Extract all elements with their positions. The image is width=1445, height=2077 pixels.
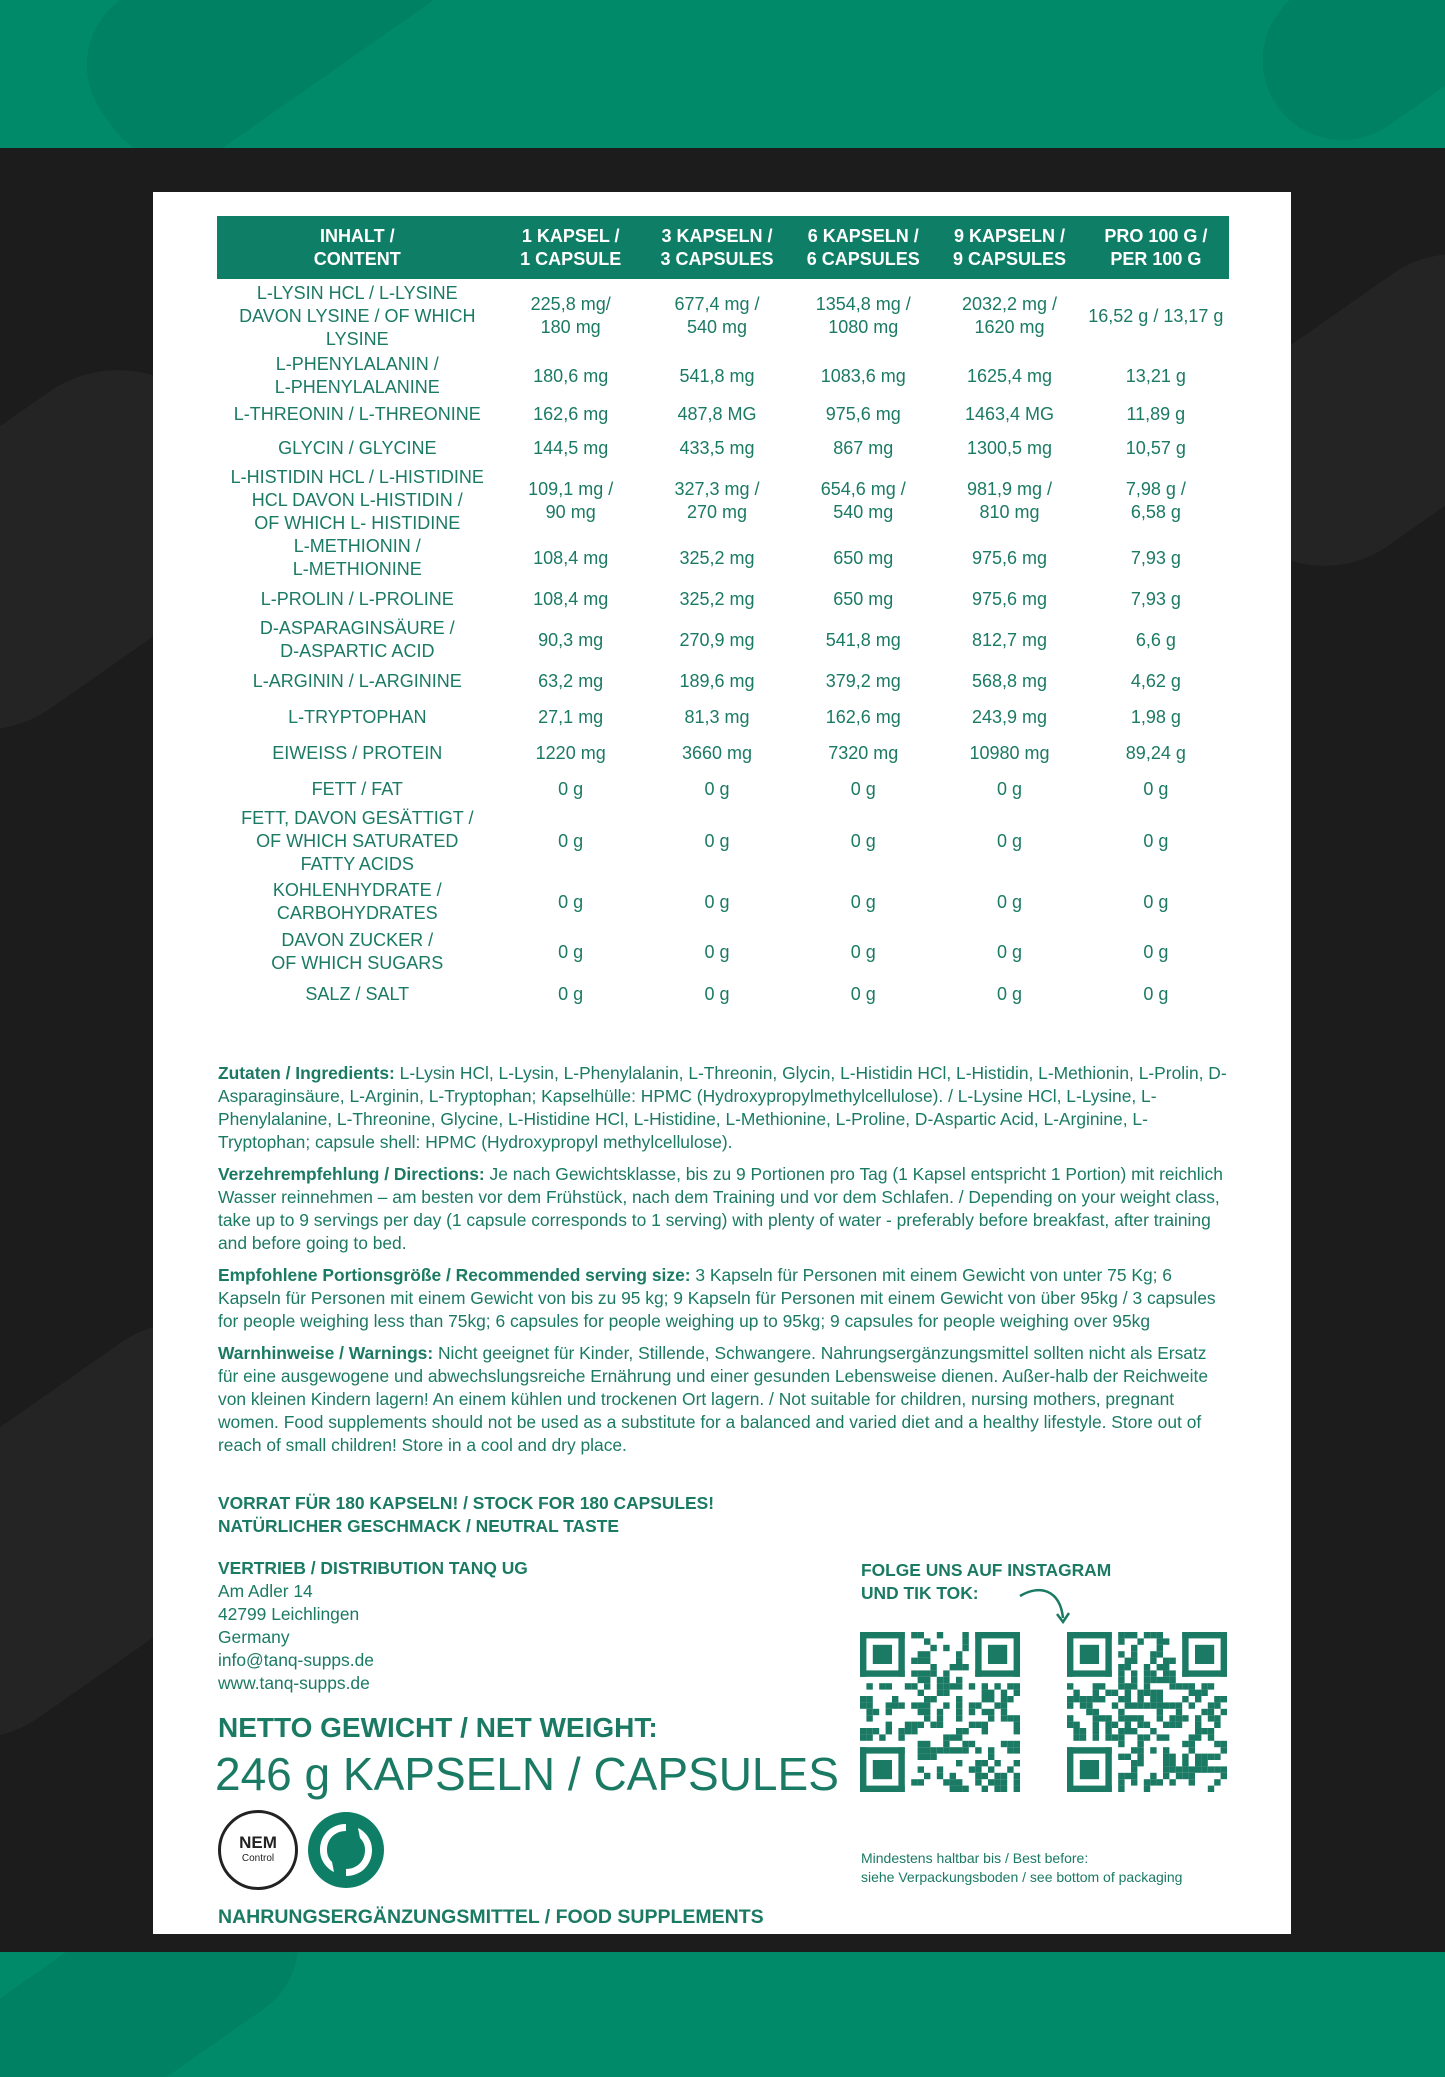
nutrient-value-cell (1083, 807, 1229, 876)
cell-line: 1354,8 mg / (815, 294, 911, 314)
nutrient-value-cell (498, 399, 644, 430)
address-city: 42799 Leichlingen (218, 1604, 360, 1624)
info-paragraph (218, 1062, 1228, 1154)
nutrient-value-cell (498, 699, 644, 735)
cell-line: CARBOHYDRATES (276, 903, 438, 923)
cell-line: 981,9 mg / (967, 478, 1053, 499)
cell-line: 0 g (704, 983, 730, 1004)
nutrient-value-cell (1083, 535, 1229, 581)
nutrient-value-cell (644, 928, 790, 976)
nutrient-value-cell (936, 581, 1082, 617)
cell-line: 433,5 mg (679, 437, 755, 458)
nutrient-value-cell (790, 735, 936, 771)
cell-line: FETT / FAT (311, 778, 403, 799)
cell-line: DAVON ZUCKER / (281, 930, 434, 950)
cell-line: 0 g (704, 891, 730, 912)
nutrient-value-cell (936, 928, 1082, 976)
nutrient-value-cell (498, 581, 644, 617)
cell-line: 540 mg (686, 317, 747, 337)
cell-line: 0 g (704, 941, 730, 962)
cell-line: 975,6 mg (972, 547, 1048, 568)
nutrient-value-cell (790, 430, 936, 466)
cell-line: 540 mg (833, 501, 894, 522)
cell-line: 270,9 mg (679, 629, 755, 650)
cell-line: 10980 mg (969, 742, 1050, 763)
cell-line: 13,21 g (1125, 365, 1186, 386)
table-row (217, 430, 1229, 466)
nutrient-name-cell (217, 928, 498, 976)
nutrient-value-cell (936, 466, 1082, 535)
nutrient-name-cell (217, 279, 498, 353)
nutrient-value-cell (1083, 928, 1229, 976)
paragraph-text: 3 Kapseln für Personen mit einem Gewicht von unter 75 Kg; 6 Kapseln für Personen mit einem Gewicht von bis zu 95 kg; 9 Kapseln für Personen mit einem Gewicht von über 95kg / 3 capsules for people weighing less than 75kg; 6 capsules for people weighing up to 95kg; 9 capsules for people weighing over 95kg (218, 1265, 1216, 1331)
nutrient-name-cell (217, 399, 498, 430)
cell-line: OF WHICH L- HISTIDINE (254, 513, 461, 533)
cell-line: 16,52 g / 13,17 g (1088, 305, 1224, 326)
cell-line: 0 g (997, 983, 1023, 1004)
nutrient-value-cell (1083, 279, 1229, 353)
cell-line: 654,6 mg / (820, 478, 906, 499)
cell-line: 180 mg (540, 317, 601, 337)
nutrient-name-cell (217, 430, 498, 466)
info-paragraph (218, 1264, 1228, 1333)
nutrient-value-cell (498, 928, 644, 976)
nutrient-value-cell (498, 663, 644, 699)
nutrient-value-cell (644, 771, 790, 807)
best-before-note (861, 1849, 1182, 1887)
cell-line: 2032,2 mg / (962, 294, 1058, 314)
table-row (217, 699, 1229, 735)
nutrient-value-cell (936, 735, 1082, 771)
table-row (217, 876, 1229, 928)
cell-line: 0 g (850, 941, 876, 962)
cell-line: 1463,4 MG (965, 404, 1055, 424)
info-paragraph (218, 1342, 1228, 1457)
cell-line: 0 g (1143, 831, 1169, 851)
cell-line: FETT, DAVON GESÄTTIGT / (241, 808, 474, 828)
cell-line: 650 mg (833, 547, 894, 568)
cell-line: 81,3 mg (684, 706, 750, 727)
table-row (217, 279, 1229, 353)
paragraph-label: Verzehrempfehlung / Directions: (218, 1164, 485, 1184)
nutrient-value-cell (790, 771, 936, 807)
cell-line: DAVON LYSINE / OF WHICH (239, 305, 476, 326)
nutrient-value-cell (644, 617, 790, 663)
cell-line: 541,8 mg (825, 629, 901, 650)
header-line: 1 KAPSEL / (521, 225, 620, 246)
cell-line: 90,3 mg (538, 629, 604, 650)
social-line-2: UND TIK TOK: (861, 1583, 979, 1603)
nutrient-value-cell (498, 807, 644, 876)
cell-line: 975,6 mg (825, 404, 901, 424)
nutrient-value-cell (1083, 466, 1229, 535)
nutrient-name-cell (217, 581, 498, 617)
cell-line: 1300,5 mg (967, 437, 1053, 458)
cell-line: 7,98 g / (1125, 478, 1186, 499)
table-row (217, 735, 1229, 771)
address-country: Germany (218, 1627, 290, 1647)
cell-line: L-ARGININ / L-ARGININE (252, 670, 462, 691)
cell-line: 0 g (1143, 983, 1169, 1004)
best-before-line-1: Mindestens haltbar bis / Best before: (861, 1850, 1089, 1866)
nutrient-value-cell (498, 976, 644, 1012)
cell-line: D-ASPARTIC ACID (280, 641, 435, 661)
header-line: 3 KAPSELN / (661, 225, 773, 246)
nutrient-value-cell (1083, 581, 1229, 617)
paragraph-label: Empfohlene Portionsgröße / Recommended serving size: (218, 1265, 691, 1285)
header-line: 6 CAPSULES (806, 248, 920, 269)
cell-line: 0 g (558, 831, 584, 851)
header-cell (1083, 216, 1229, 279)
cell-line: 0 g (1143, 941, 1169, 962)
qr-code-instagram[interactable] (860, 1632, 1020, 1792)
cell-line: 0 g (558, 778, 584, 799)
cell-line: 4,62 g (1130, 670, 1181, 691)
nutrient-value-cell (498, 617, 644, 663)
cell-line: 1220 mg (535, 742, 606, 763)
cell-line: 677,4 mg / (674, 294, 760, 314)
cell-line: 162,6 mg (825, 706, 901, 727)
stock-info (218, 1492, 714, 1538)
stock-line: VORRAT FÜR 180 KAPSELN! / STOCK FOR 180 CAPSULES! (218, 1493, 715, 1513)
cell-line: 7,93 g (1130, 588, 1181, 609)
nutrient-name-cell (217, 699, 498, 735)
cell-line: 162,6 mg (533, 404, 609, 424)
cell-line: 89,24 g (1125, 742, 1186, 763)
header-line: INHALT / (319, 225, 395, 246)
info-paragraphs (218, 1062, 1228, 1466)
cell-line: 0 g (558, 891, 584, 912)
cell-line: 0 g (850, 778, 876, 799)
cell-line: 0 g (997, 831, 1023, 851)
cell-line: 109,1 mg / (528, 478, 614, 499)
paragraph-text: L-Lysin HCl, L-Lysin, L-Phenylalanin, L-Threonin, Glycin, L-Histidin HCl, L-Histidin, L-Methionin, L-Prolin, D-Asparaginsäure, L-Arginin, L-Tryptophan; Kapselhülle: HPMC (Hydroxypropylmethylcellulose). / L-Lysine HCl, L-Lysine, L-Phenylalanine, L-Threonine, Glycine, L-Histidine HCl, L-Histidine, L-Methionine, L-Proline, D-Aspartic Acid, L-Arginine, L-Tryptophan; capsule shell: HPMC (Hydroxypropyl methylcellulose). (218, 1063, 1227, 1152)
table-row (217, 353, 1229, 399)
nutrient-value-cell (936, 279, 1082, 353)
nutrient-value-cell (1083, 399, 1229, 430)
header-line: 1 CAPSULE (520, 248, 622, 269)
cell-line: 90 mg (545, 501, 596, 522)
best-before-line-2: siehe Verpackungsboden / see bottom of packaging (861, 1869, 1183, 1885)
cell-line: L-PHENYLALANIN / (275, 354, 439, 374)
cell-line: KOHLENHYDRATE / (272, 880, 442, 900)
contact-email[interactable]: info@tanq-supps.de (218, 1650, 374, 1670)
header-line: CONTENT (313, 248, 401, 269)
nutrient-value-cell (790, 353, 936, 399)
cell-line: D-ASPARAGINSÄURE / (259, 618, 455, 638)
cell-line: 0 g (997, 891, 1023, 912)
nutrient-value-cell (498, 430, 644, 466)
cell-line: 650 mg (833, 588, 894, 609)
cell-line: LYSINE (325, 328, 389, 349)
nutrient-value-cell (498, 876, 644, 928)
nutrient-value-cell (936, 663, 1082, 699)
nutrient-value-cell (790, 663, 936, 699)
cell-line: EIWEISS / PROTEIN (272, 742, 443, 763)
cell-line: 1620 mg (974, 317, 1045, 337)
header-line: 9 KAPSELN / (954, 225, 1066, 246)
social-line-1: FOLGE UNS AUF INSTAGRAM (861, 1560, 1112, 1580)
paragraph-text: Nicht geeignet für Kinder, Stillende, Schwangere. Nahrungsergänzungsmittel sollten nicht als Ersatz für eine ausgewogene und abwechslungsreiche Ernährung und einer gesunden Lebensweise dienen. Außer-halb der Reichweite von kleinen Kindern lagern! An einem kühlen und trockenen Ort lagern. / Not suitable for children, nursing mothers, pregnant women. Food supplements should not be used as a substitute for a balanced and varied diet and a healthy lifestyle. Store out of reach of small children! Store in a cool and dry place. (218, 1343, 1209, 1455)
cell-line: 379,2 mg (825, 670, 901, 691)
nutrient-value-cell (1083, 430, 1229, 466)
nutrient-value-cell (644, 353, 790, 399)
table-row (217, 976, 1229, 1012)
cell-line: 225,8 mg/ (530, 294, 611, 314)
curved-arrow-icon (1015, 1584, 1075, 1634)
nutrient-value-cell (644, 279, 790, 353)
food-supplements-label: NAHRUNGSERGÄNZUNGSMITTEL / FOOD SUPPLEMENTS (218, 1906, 764, 1928)
paragraph-label: Zutaten / Ingredients: (218, 1063, 395, 1083)
nutrient-value-cell (1083, 876, 1229, 928)
cell-line: 6,58 g (1130, 501, 1181, 522)
nutrient-value-cell (790, 807, 936, 876)
nutrient-value-cell (644, 699, 790, 735)
nutrient-value-cell (498, 535, 644, 581)
nutrient-value-cell (936, 617, 1082, 663)
cell-line: 1,98 g (1130, 706, 1181, 727)
nutrient-value-cell (790, 699, 936, 735)
table-header-row (217, 216, 1229, 279)
nutrient-value-cell (1083, 699, 1229, 735)
nutrient-value-cell (790, 617, 936, 663)
distribution-title: VERTRIEB / DISTRIBUTION TANQ UG (218, 1558, 528, 1578)
info-paragraph (218, 1163, 1228, 1255)
cell-line: 3660 mg (681, 742, 752, 763)
nem-control-seal (218, 1810, 298, 1890)
nutrient-value-cell (644, 466, 790, 535)
nutrient-value-cell (1083, 353, 1229, 399)
cell-line: 0 g (850, 831, 876, 851)
nutrient-value-cell (936, 807, 1082, 876)
table-row (217, 399, 1229, 430)
nutrient-name-cell (217, 735, 498, 771)
nutrient-value-cell (936, 399, 1082, 430)
cell-line: L-PROLIN / L-PROLINE (260, 588, 454, 609)
cell-line: L-LYSIN HCL / L-LYSINE (256, 282, 458, 303)
nutrient-value-cell (644, 663, 790, 699)
cell-line: 11,89 g (1126, 404, 1186, 424)
table-row (217, 663, 1229, 699)
nutrient-name-cell (217, 976, 498, 1012)
cell-line: 189,6 mg (679, 670, 755, 691)
nutrient-value-cell (1083, 735, 1229, 771)
nutrient-value-cell (1083, 771, 1229, 807)
cell-line: 0 g (558, 941, 584, 962)
cell-line: 810 mg (979, 501, 1040, 522)
top-color-band (0, 0, 1445, 148)
paragraph-text: Je nach Gewichtsklasse, bis zu 9 Portionen pro Tag (1 Kapsel entspricht 1 Portion) mit reichlich Wasser reinnehmen – am besten vor dem Frühstück, nach dem Training und vor dem Schlafen. / Depending on your weight class, take up to 9 servings per day (1 capsule corresponds to 1 serving) with plenty of water - preferably before breakfast, after training and before going to bed. (218, 1164, 1223, 1253)
nutrient-value-cell (644, 581, 790, 617)
nutrient-value-cell (498, 771, 644, 807)
header-line: PER 100 G (1110, 248, 1202, 269)
label-sheet (153, 192, 1291, 1934)
header-line: 9 CAPSULES (953, 248, 1067, 269)
header-line: 6 KAPSELN / (807, 225, 919, 246)
cell-line: 325,2 mg (679, 547, 755, 568)
cell-line: 487,8 MG (677, 404, 757, 424)
nutrient-name-cell (217, 353, 498, 399)
cell-line: OF WHICH SUGARS (271, 953, 444, 973)
net-weight-value: 246 g KAPSELN / CAPSULES (215, 1748, 839, 1800)
cell-line: 0 g (1143, 891, 1169, 912)
nutrient-value-cell (790, 466, 936, 535)
cell-line: 243,9 mg (972, 706, 1048, 727)
cell-line: 1625,4 mg (967, 365, 1053, 386)
nutrient-value-cell (644, 876, 790, 928)
taste-line: NATÜRLICHER GESCHMACK / NEUTRAL TASTE (218, 1516, 619, 1536)
nutrient-value-cell (1083, 663, 1229, 699)
cell-line: 0 g (558, 983, 584, 1004)
nutrient-name-cell (217, 466, 498, 535)
cell-line: 975,6 mg (972, 588, 1048, 609)
nutrient-name-cell (217, 663, 498, 699)
cell-line: 1083,6 mg (820, 365, 906, 386)
nutrient-value-cell (498, 279, 644, 353)
cell-line: 108,4 mg (533, 547, 609, 568)
cell-line: 27,1 mg (538, 706, 604, 727)
cell-line: 144,5 mg (533, 437, 609, 458)
cell-line: L-PHENYLALANINE (274, 377, 440, 397)
cell-line: L-METHIONINE (292, 559, 422, 579)
cell-line: 0 g (704, 831, 730, 851)
nutrient-value-cell (790, 535, 936, 581)
nutrient-value-cell (644, 430, 790, 466)
nutrient-value-cell (936, 976, 1082, 1012)
nem-sub: Control (241, 1853, 275, 1864)
qr-code-tiktok[interactable] (1067, 1632, 1227, 1792)
cell-line: 541,8 mg (679, 365, 755, 386)
header-line: PRO 100 G / (1104, 225, 1208, 246)
green-dot-recycling-icon (306, 1810, 386, 1890)
cell-line: L-METHIONIN / (293, 536, 421, 556)
nutrient-value-cell (644, 535, 790, 581)
nutrient-value-cell (1083, 976, 1229, 1012)
cell-line: 325,2 mg (679, 588, 755, 609)
cell-line: HCL DAVON L-HISTIDIN / (251, 490, 463, 510)
nutrient-value-cell (936, 771, 1082, 807)
cell-line: GLYCIN / GLYCINE (278, 437, 437, 458)
table-row (217, 617, 1229, 663)
cell-line: 0 g (997, 941, 1023, 962)
header-cell (498, 216, 644, 279)
nutrient-value-cell (644, 807, 790, 876)
nutrient-value-cell (498, 353, 644, 399)
nutrient-value-cell (498, 466, 644, 535)
nutrient-value-cell (790, 399, 936, 430)
contact-website[interactable]: www.tanq-supps.de (218, 1673, 370, 1693)
nutrient-value-cell (936, 699, 1082, 735)
header-cell (790, 216, 936, 279)
table-row (217, 928, 1229, 976)
cell-line: 7320 mg (828, 742, 899, 763)
table-row (217, 771, 1229, 807)
nutrient-value-cell (644, 976, 790, 1012)
bottom-color-band (0, 1952, 1445, 2077)
cell-line: 327,3 mg / (674, 478, 760, 499)
cell-line: L-TRYPTOPHAN (288, 706, 427, 727)
cell-line: L-HISTIDIN HCL / L-HISTIDINE (230, 467, 484, 487)
net-weight-title: NETTO GEWICHT / NET WEIGHT: (218, 1712, 658, 1743)
cell-line: L-THREONIN / L-THREONINE (233, 404, 481, 424)
nutrient-name-cell (217, 535, 498, 581)
paragraph-label: Warnhinweise / Warnings: (218, 1343, 434, 1363)
nutrient-value-cell (936, 535, 1082, 581)
header-cell (936, 216, 1082, 279)
nutrient-value-cell (790, 928, 936, 976)
cell-line: 568,8 mg (972, 670, 1048, 691)
nutrient-name-cell (217, 807, 498, 876)
nutrient-value-cell (1083, 617, 1229, 663)
cell-line: SALZ / SALT (305, 983, 410, 1004)
nutrient-value-cell (790, 279, 936, 353)
cell-line: 0 g (997, 778, 1023, 799)
table-row (217, 466, 1229, 535)
nutrient-value-cell (936, 430, 1082, 466)
address-street: Am Adler 14 (218, 1581, 313, 1601)
nutrient-name-cell (217, 876, 498, 928)
cell-line: 6,6 g (1135, 629, 1176, 650)
nutrient-value-cell (644, 735, 790, 771)
nutrient-value-cell (790, 581, 936, 617)
nutrient-value-cell (790, 876, 936, 928)
table-row (217, 581, 1229, 617)
nem-title: NEM (239, 1833, 277, 1852)
header-cell (217, 216, 498, 279)
header-line: 3 CAPSULES (660, 248, 774, 269)
distribution-address (218, 1557, 528, 1695)
cell-line: 0 g (850, 891, 876, 912)
cell-line: 1080 mg (828, 317, 899, 337)
cell-line: 63,2 mg (538, 670, 604, 691)
nutrient-value-cell (936, 876, 1082, 928)
cell-line: 10,57 g (1125, 437, 1186, 458)
cell-line: 180,6 mg (533, 365, 609, 386)
cell-line: 0 g (850, 983, 876, 1004)
cell-line: 7,93 g (1130, 547, 1181, 568)
nutrition-table (217, 216, 1229, 1012)
cell-line: 867 mg (833, 437, 894, 458)
cell-line: OF WHICH SATURATED (256, 831, 459, 851)
table-row (217, 807, 1229, 876)
cell-line: FATTY ACIDS (300, 854, 414, 874)
nutrient-value-cell (644, 399, 790, 430)
nutrient-value-cell (790, 976, 936, 1012)
cell-line: 108,4 mg (533, 588, 609, 609)
cell-line: 812,7 mg (972, 629, 1048, 650)
cell-line: 270 mg (686, 501, 747, 522)
cell-line: 0 g (1143, 778, 1169, 799)
nutrient-name-cell (217, 771, 498, 807)
table-row (217, 535, 1229, 581)
nutrient-value-cell (936, 353, 1082, 399)
nutrient-name-cell (217, 617, 498, 663)
nutrient-value-cell (498, 735, 644, 771)
header-cell (644, 216, 790, 279)
cell-line: 0 g (704, 778, 730, 799)
